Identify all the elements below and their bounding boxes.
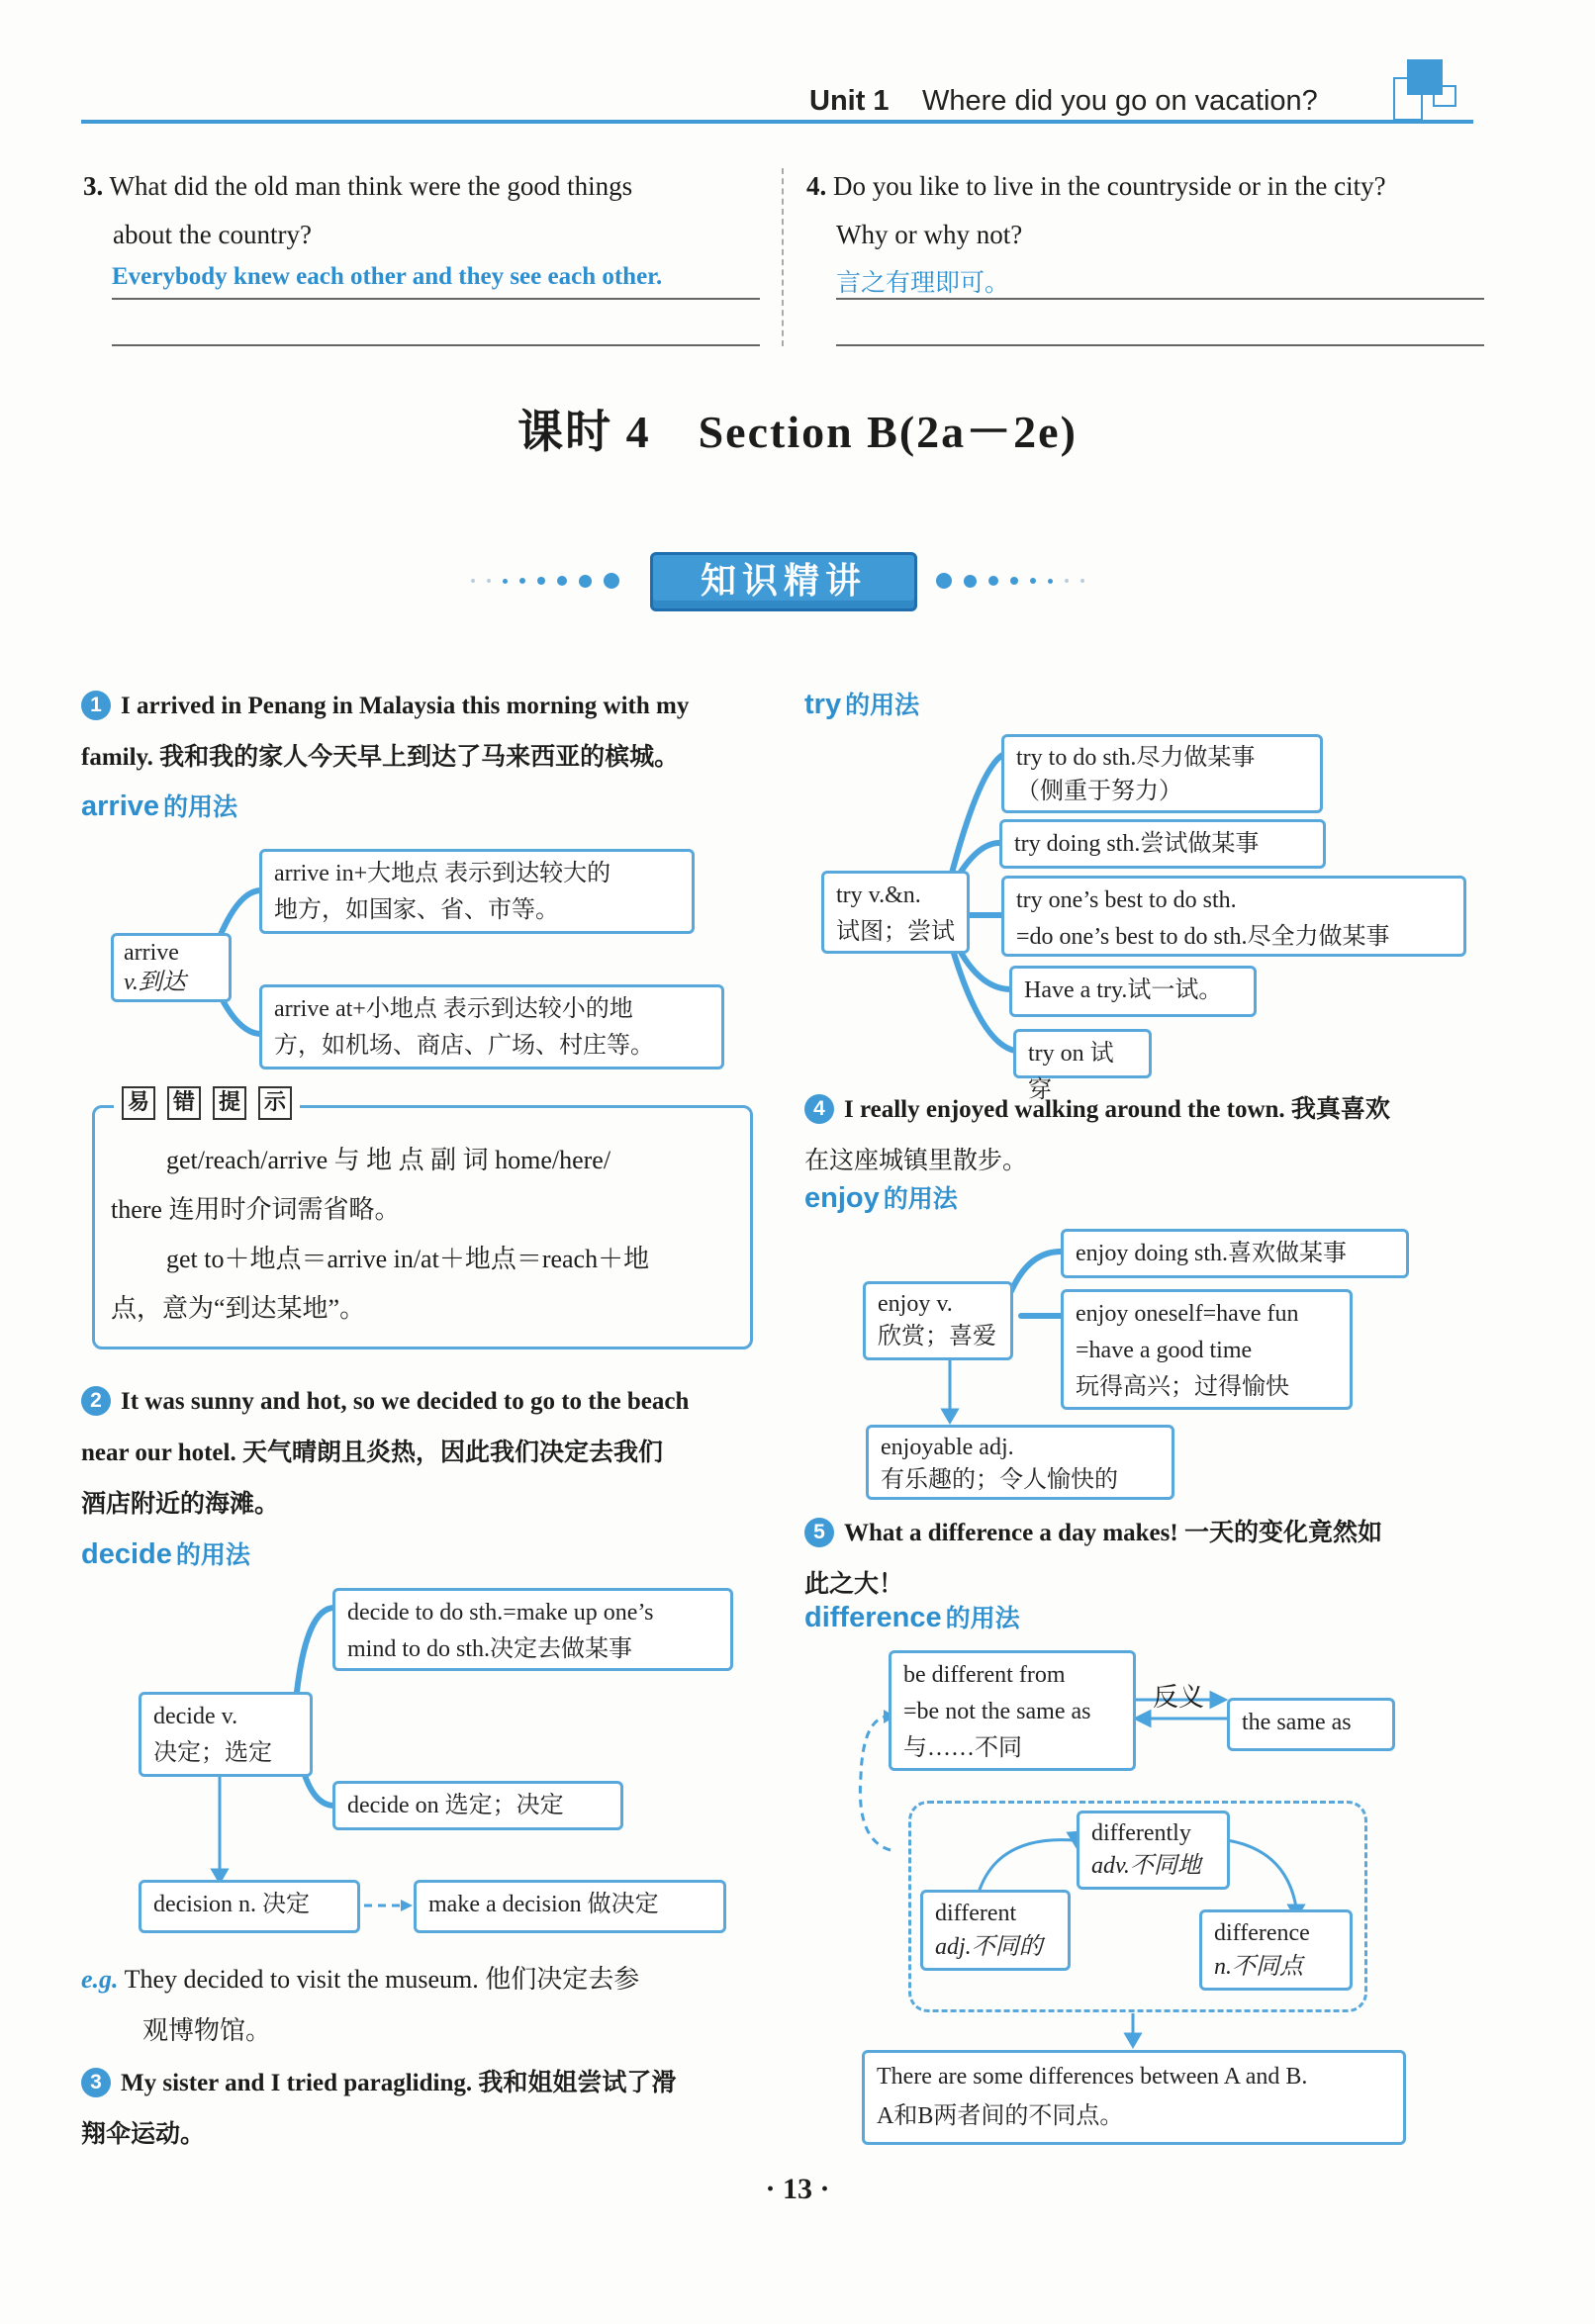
differently-node: differently adv.不同地 [1077,1811,1230,1890]
try-heading: try 的用法 [804,689,920,720]
section-title: 课时 4 Section B(2a－2e) [517,407,1078,457]
decide-root-node: decide v. 决定；选定 [139,1692,313,1777]
example-4: 4 I really enjoyed walking around the town. 我真喜欢 在这座城镇里散步。 [804,1096,1390,1174]
header-unit: Unit 1 [809,85,890,117]
try-doing-node: try doing sth.尝试做某事 [999,819,1326,869]
example-1: 1 I arrived in Penang in Malaysia this morning with my family. 我和我的家人今天早上到达了马来西亚的槟城。 [81,693,690,771]
differences-example-node: There are some differences between A and B. A和B两者间的不同点。 [862,2050,1406,2145]
answer-line [112,298,760,300]
example-5: 5 What a difference a day makes! 一天的变化竟然如 此之大！ [804,1520,1382,1598]
tip-label: 易 错 提 示 [114,1086,300,1120]
arrive-root-node: arrive v.到达 [111,933,232,1002]
page-number: · 13 · [765,2173,830,2205]
header-logo-icon [1393,59,1458,121]
banner-dots-left [465,572,625,590]
decide-example: e.g. They decided to visit the museum. 他们决定去参 观博物馆。 [81,1965,640,2045]
decide-on-node: decide on 选定；决定 [332,1781,623,1830]
tip-text: get/reach/arrive 与 地 点 副 词 home/here/ there 连用时介词需省略。 get to＋地点＝arrive in/at＋地点＝reach＋地 点，意为“到达某地”。 [111,1146,650,1323]
enjoy-oneself-node: enjoy oneself=have fun =have a good time 玩得高兴；过得愉快 [1061,1289,1353,1410]
difference-heading: difference 的用法 [804,1602,1020,1633]
answer-line [836,298,1484,300]
decision-node: decision n. 决定 [139,1880,360,1933]
section-banner: 知识精讲 [650,552,917,611]
example-3: 3 My sister and I tried paragliding. 我和姐姐尝试了滑 翔伞运动。 [81,2070,677,2148]
answer-line [836,344,1484,346]
be-different-from-node: be different from =be not the same as 与……不同 [889,1650,1136,1771]
enjoy-heading: enjoy 的用法 [804,1182,958,1214]
try-best-node: try one’s best to do sth. =do one’s best to do sth.尽全力做某事 [1001,876,1466,957]
answer-line [112,344,760,346]
enjoy-doing-node: enjoy doing sth.喜欢做某事 [1061,1229,1409,1278]
arrive-at-node: arrive at+小地点 表示到达较小的地 方，如机场、商店、广场、村庄等。 [259,984,724,1069]
header-rule [81,120,1473,124]
question-4: 4. Do you like to live in the countryside or in the city? Why or why not? [806,171,1386,249]
make-decision-node: make a decision 做决定 [414,1880,726,1933]
question-3: 3. What did the old man think were the good things about the country? [83,171,633,249]
try-root-node: try v.&n. 试图；尝试 [821,871,970,954]
different-node: different adj.不同的 [920,1890,1071,1971]
arrive-heading: arrive 的用法 [81,790,238,822]
decide-heading: decide 的用法 [81,1538,250,1570]
difference-node: difference n.不同点 [1199,1909,1353,1991]
try-to-node: try to do sth.尽力做某事 （侧重于努力） [1001,734,1323,813]
try-on-node: try on 试穿 [1013,1029,1152,1078]
banner-dots-right [930,572,1090,590]
arrive-in-node: arrive in+大地点 表示到达较大的 地方，如国家、省、市等。 [259,849,695,934]
same-as-node: the same as [1227,1698,1395,1751]
decide-to-node: decide to do sth.=make up one’s mind to do sth.决定去做某事 [332,1588,733,1671]
question-3-answer[interactable]: Everybody knew each other and they see each other. [112,263,663,290]
enjoy-root-node: enjoy v. 欣赏；喜爱 [863,1281,1013,1360]
example-2: 2 It was sunny and hot, so we decided to go to the beach near our hotel. 天气晴朗且炎热，因此我们决定去我们 酒店附近的海滩。 [81,1388,690,1518]
have-a-try-node: Have a try.试一试。 [1009,966,1257,1017]
header-title: Where did you go on vacation? [922,85,1318,117]
column-divider [782,168,784,346]
question-4-answer[interactable]: 言之有理即可。 [836,268,1010,297]
enjoyable-node: enjoyable adj. 有乐趣的；令人愉快的 [866,1425,1174,1500]
antonym-label: 反义 [1153,1683,1205,1712]
